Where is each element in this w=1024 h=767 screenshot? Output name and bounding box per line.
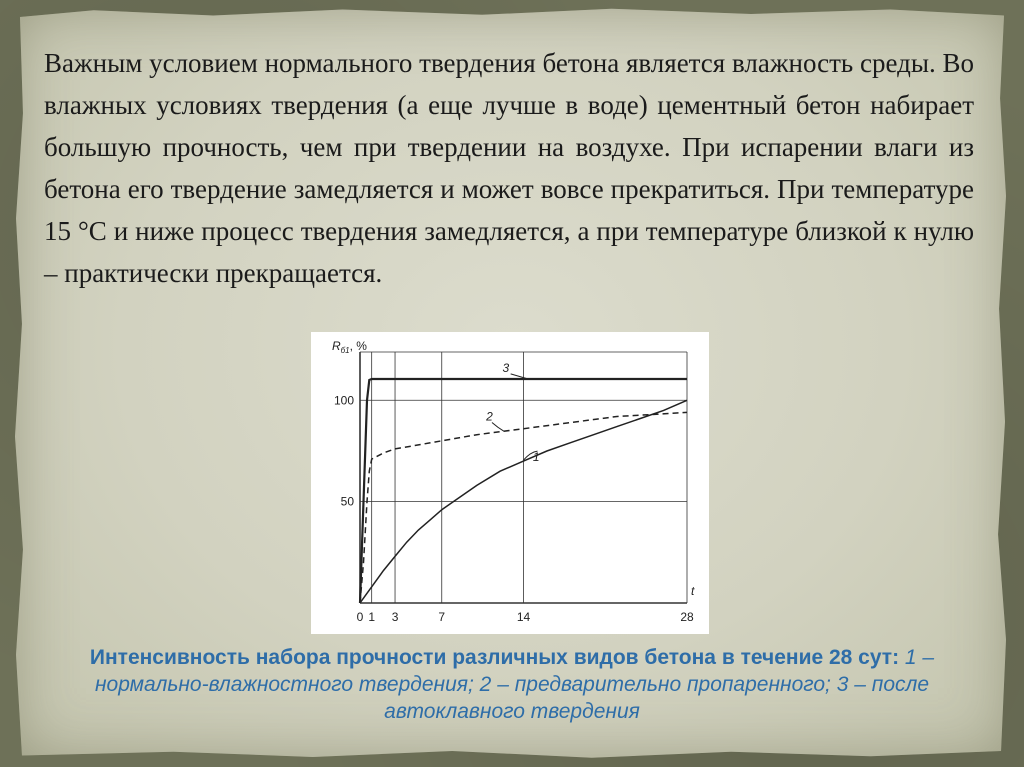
caption-colon: :: [892, 646, 905, 669]
y-axis-label: $R_{б1}$, %: [332, 339, 367, 355]
caption-legend: 1 – нормально-влажностного твердения; 2 – предварительно пропаренного; 3 – после автоклавного твердения: [94, 646, 935, 723]
chart-svg: [311, 332, 709, 634]
main-paragraph: Важным условием нормального твердения бетона является влажность среды. Во влажных условиях твердения (а еще лучше в воде) цементный бетон набирает большую прочность, чем при твердении на воздухе. При испарении влаги из бетона его твердение замедляется и может вовсе прекратиться. При температуре 15 °С и ниже процесс твердения замедляется, а при температуре близкой к нулю – практически прекращается.: [44, 48, 974, 288]
x-tick-label-14: 14: [516, 610, 531, 624]
x-tick-label-1: 1: [368, 610, 376, 624]
series-label-3: 3: [502, 360, 510, 375]
series-label-2: 2: [486, 409, 493, 424]
x-tick-label-28: 28: [680, 610, 694, 624]
chart-caption: [40, 644, 984, 725]
x-tick-label-7: 7: [438, 610, 446, 624]
strength-gain-chart: [311, 332, 709, 634]
series-2-leader: [492, 423, 504, 432]
y-tick-label-50: 50: [340, 494, 354, 509]
x-axis-label: t: [691, 584, 695, 598]
y-tick-label-100: 100: [333, 393, 354, 408]
x-tick-label-3: 3: [391, 610, 399, 624]
caption-title: Интенсивность набора прочности различных видов бетона в течение 28 сут: [89, 646, 893, 669]
x-tick-label-0: 0: [356, 610, 364, 624]
series-label-1: 1: [532, 450, 540, 465]
